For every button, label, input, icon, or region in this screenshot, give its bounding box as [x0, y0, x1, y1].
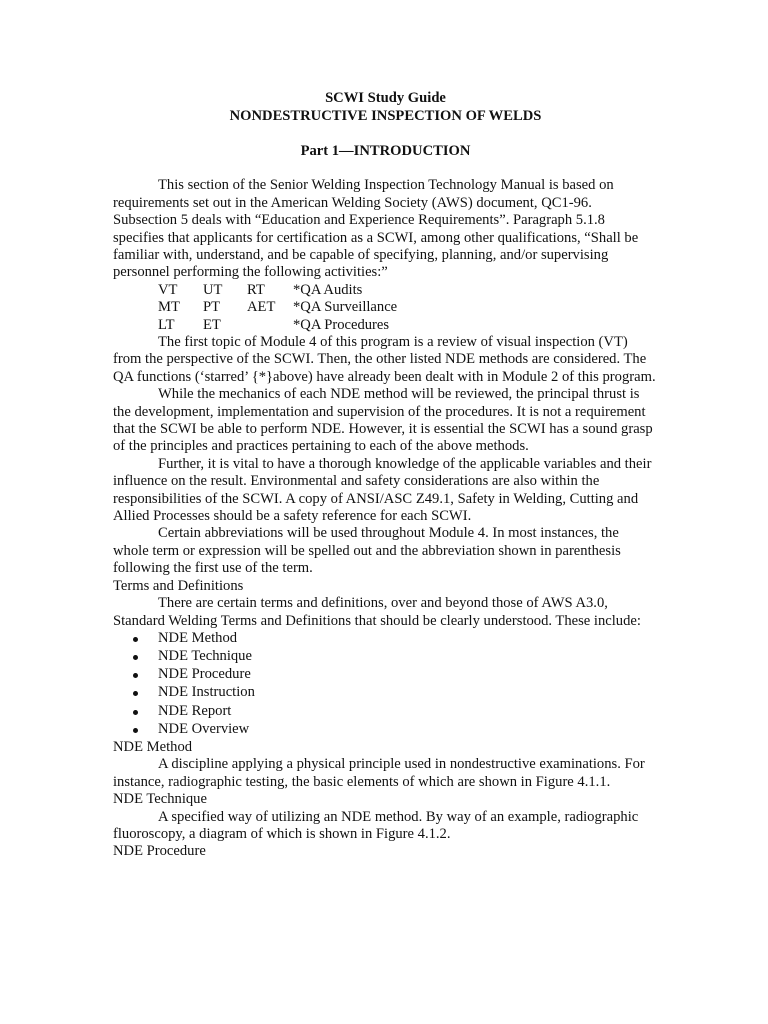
list-item-label: NDE Technique: [158, 648, 252, 665]
list-item-label: NDE Report: [158, 702, 232, 719]
activity-cell: [247, 317, 293, 334]
list-item: [113, 703, 658, 721]
paragraph-abbreviations: Certain abbreviations will be used throughout Module 4. In most instances, the whole term or expression will be spelled out and the abbreviation shown in parenthesis following the first use of the term.: [113, 525, 621, 577]
activities-grid: [158, 282, 658, 334]
activity-cell: AET: [247, 299, 276, 316]
paragraph-nde-method: A discipline applying a physical principle used in nondestructive examinations. For instance, radiographic testing, the basic elements of which are shown in Figure 4.1.1.: [113, 756, 645, 790]
paragraph-nde-technique: A specified way of utilizing an NDE method. By way of an example, radiographic fluoroscopy, a diagram of which is shown in Figure 4.1.2.: [113, 808, 639, 843]
activity-cell: ET: [203, 316, 221, 333]
list-item-label: NDE Method: [158, 629, 238, 646]
bullet-icon: [133, 673, 138, 678]
activities-row: [158, 299, 658, 316]
activity-cell: UT: [203, 281, 223, 298]
list-item: [113, 721, 658, 739]
bullet-icon: [133, 637, 138, 642]
paragraph-intro: This section of the Senior Welding Inspection Technology Manual is based on requirements set out in the American Welding Society (AWS) document, QC1-96. Subsection 5 deals with “Education and Experience Requirements”. Paragraph 5.1.8 specifies that applicants for certification as a SCWI, among other qualifications, “Shall be familiar with, understand, and be capable of specifying, planning, and/or supervising personnel performing the following activities:”: [113, 177, 639, 281]
nde-procedure-heading: NDE Procedure: [113, 843, 206, 860]
part-heading: Part 1—INTRODUCTION: [300, 143, 471, 159]
activities-row: [158, 317, 658, 334]
title-block: [113, 90, 658, 126]
list-item-label: NDE Procedure: [158, 666, 251, 683]
paragraph-variables: Further, it is vital to have a thorough knowledge of the applicable variables and their influence on the result. Environmental and safety considerations are also within the responsibilities of the SCWI. A copy of ANSI/ASC Z49.1, Safety in Welding, Cutting and Allied Processes should be a safety reference for each SCWI.: [113, 455, 652, 525]
activity-cell: VT: [158, 281, 178, 298]
list-item: [113, 666, 658, 684]
terms-list: [113, 630, 658, 739]
nde-method-heading: NDE Method: [113, 739, 193, 756]
activity-cell: MT: [158, 299, 180, 316]
terms-heading: Terms and Definitions: [113, 577, 244, 594]
list-item-label: NDE Overview: [158, 720, 250, 737]
activity-cell: PT: [203, 299, 221, 316]
document-body: [113, 90, 658, 861]
activity-cell: *QA Procedures: [293, 316, 390, 333]
paragraph-mechanics: While the mechanics of each NDE method will be reviewed, the principal thrust is the development, implementation and supervision of the procedures. It is not a requirement that the SCWI be able to perform NDE. However, it is essential the SCWI has a sound grasp of the principles and practices pertaining to each of the above methods.: [113, 386, 653, 455]
bullet-icon: [133, 710, 138, 715]
nde-technique-heading: NDE Technique: [113, 791, 207, 808]
document-subtitle: NONDESTRUCTIVE INSPECTION OF WELDS: [229, 108, 542, 124]
activity-cell: *QA Audits: [293, 281, 363, 298]
list-item: [113, 630, 658, 648]
bullet-icon: [133, 655, 138, 660]
list-item: [113, 684, 658, 702]
list-item: [113, 648, 658, 666]
bullet-icon: [133, 691, 138, 696]
paragraph-module-overview: The first topic of Module 4 of this program is a review of visual inspection (VT) from the perspective of the SCWI. Then, the other listed NDE methods are considered. The QA functions (‘starred’ {*}above) have already been dealt with in Module 2 of this program.: [113, 334, 656, 385]
bullet-icon: [133, 728, 138, 733]
activity-cell: RT: [247, 281, 265, 298]
document-title: SCWI Study Guide: [325, 90, 446, 106]
activities-row: [158, 282, 658, 299]
activity-cell: *QA Surveillance: [293, 299, 398, 316]
paragraph-terms: There are certain terms and definitions, over and beyond those of AWS A3.0, Standard Welding Terms and Definitions that should be clearly understood. These include:: [113, 595, 641, 629]
activity-cell: LT: [158, 316, 175, 333]
list-item-label: NDE Instruction: [158, 684, 255, 701]
